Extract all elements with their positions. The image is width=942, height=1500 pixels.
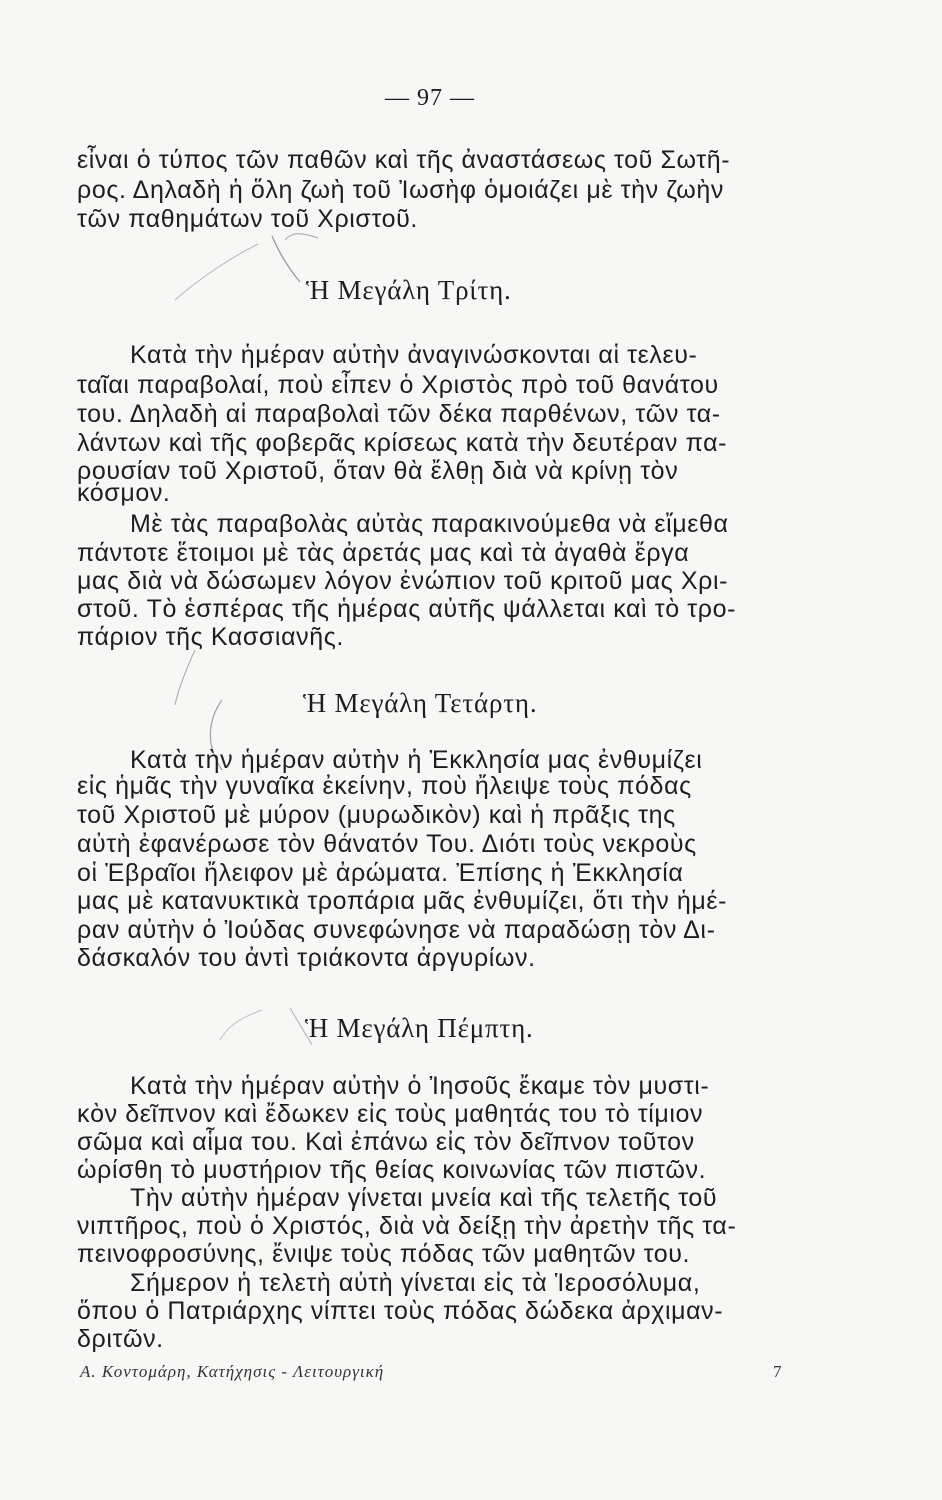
section-heading-tuesday: Ἡ Μεγάλη Τρίτη. [306,275,512,305]
text-line: κόσμον. [77,479,171,507]
text-line: πεινοφροσύνης, ἔνιψε τοὺς πόδας τῶν μαθητῶν του. [77,1240,691,1268]
text-line: ὡρίσθη τὸ μυστήριον τῆς θείας κοινωνίας τῶν πιστῶν. [77,1156,707,1184]
text-line: ρουσίαν τοῦ Χριστοῦ, ὅταν θὰ ἔλθῃ διὰ νὰ κρίνῃ τὸν [77,457,679,485]
text-line: Μὲ τὰς παραβολὰς αὐτὰς παρακινούμεθα νὰ εἴμεθα [130,510,729,538]
section-heading-thursday: Ἡ Μεγάλη Πέμπτη. [305,1013,534,1043]
text-line: νιπτῆρος, ποὺ ὁ Χριστός, διὰ νὰ δείξῃ τὴν ἀρετὴν τῆς τα- [77,1212,737,1240]
text-line: εἰς ἡμᾶς τὴν γυναῖκα ἐκείνην, ποὺ ἤλειψε τοὺς πόδας [77,772,692,800]
text-line: εἶναι ὁ τύπος τῶν παθῶν καὶ τῆς ἀναστάσεως τοῦ Σωτῆ- [77,146,731,174]
text-line: αὐτὴ ἐφανέρωσε τὸν θάνατόν Του. Διότι τοὺς νεκροὺς [77,830,697,858]
text-line: στοῦ. Τὸ ἑσπέρας τῆς ἡμέρας αὐτῆς ψάλλεται καὶ τὸ τρο- [77,595,737,623]
text-line: ρος. Δηλαδὴ ἡ ὅλη ζωὴ τοῦ Ἰωσὴφ ὁμοιάζει μὲ τὴν ζωὴν [77,176,724,204]
text-line: λάντων καὶ τῆς φοβερᾶς κρίσεως κατὰ τὴν δευτέραν πα- [77,429,728,457]
text-line: Σήμερον ἡ τελετὴ αὐτὴ γίνεται εἰς τὰ Ἱεροσόλυμα, [130,1269,701,1297]
text-line: ραν αὐτὴν ὁ Ἰούδας συνεφώνησε νὰ παραδώσῃ τὸν Δι- [77,916,716,944]
footer-author-title: Α. Κοντομάρη, Κατήχησις - Λειτουργική [80,1362,385,1381]
text-line: Κατὰ τὴν ἡμέραν αὐτὴν ἀναγινώσκονται αἱ τελευ- [130,341,698,369]
text-line: δάσκαλόν του ἀντὶ τριάκοντα ἀργυρίων. [77,944,536,972]
section-heading-wednesday: Ἡ Μεγάλη Τετάρτη. [303,688,538,718]
text-line: δριτῶν. [77,1325,164,1353]
text-line: μας διὰ νὰ δώσωμεν λόγον ἐνώπιον τοῦ κριτοῦ μας Χρι- [77,567,729,595]
text-line: μας μὲ κατανυκτικὰ τροπάρια μᾶς ἐνθυμίζει, ὅτι τὴν ἡμέ- [77,887,728,915]
text-line: τοῦ Χριστοῦ μὲ μύρον (μυρωδικὸν) καὶ ἡ πρᾶξις της [77,801,676,829]
footer-signature-number: 7 [773,1362,783,1381]
text-line: πάντοτε ἕτοιμοι μὲ τὰς ἀρετάς μας καὶ τὰ ἀγαθὰ ἔργα [77,539,690,567]
text-line: Τὴν αὐτὴν ἡμέραν γίνεται μνεία καὶ τῆς τελετῆς τοῦ [130,1184,718,1212]
text-line: Κατὰ τὴν ἡμέραν αὐτὴν ὁ Ἰησοῦς ἔκαμε τὸν μυστι- [130,1072,710,1100]
text-line: ταῖαι παραβολαί, ποὺ εἶπεν ὁ Χριστὸς πρὸ τοῦ θανάτου [77,371,719,399]
text-line: του. Δηλαδὴ αἱ παραβολαὶ τῶν δέκα παρθένων, τῶν τα- [77,400,721,428]
text-line: σῶμα καὶ αἷμα του. Καὶ ἐπάνω εἰς τὸν δεῖπνον τοῦτον [77,1128,695,1156]
text-line: τῶν παθημάτων τοῦ Χριστοῦ. [77,205,418,233]
text-line: οἱ Ἑβραῖοι ἤλειφον μὲ ἀρώματα. Ἐπίσης ἡ Ἐκκλησία [77,859,684,887]
text-line: κὸν δεῖπνον καὶ ἔδωκεν εἰς τοὺς μαθητάς του τὸ τίμιον [77,1100,704,1128]
text-line: πάριον τῆς Κασσιανῆς. [77,623,344,651]
text-line: ὅπου ὁ Πατριάρχης νίπτει τοὺς πόδας δώδεκα ἀρχιμαν- [77,1297,724,1325]
page-number: — 97 — [385,85,475,111]
text-line: Κατὰ τὴν ἡμέραν αὐτὴν ἡ Ἐκκλησία μας ἐνθυμίζει [130,746,703,774]
